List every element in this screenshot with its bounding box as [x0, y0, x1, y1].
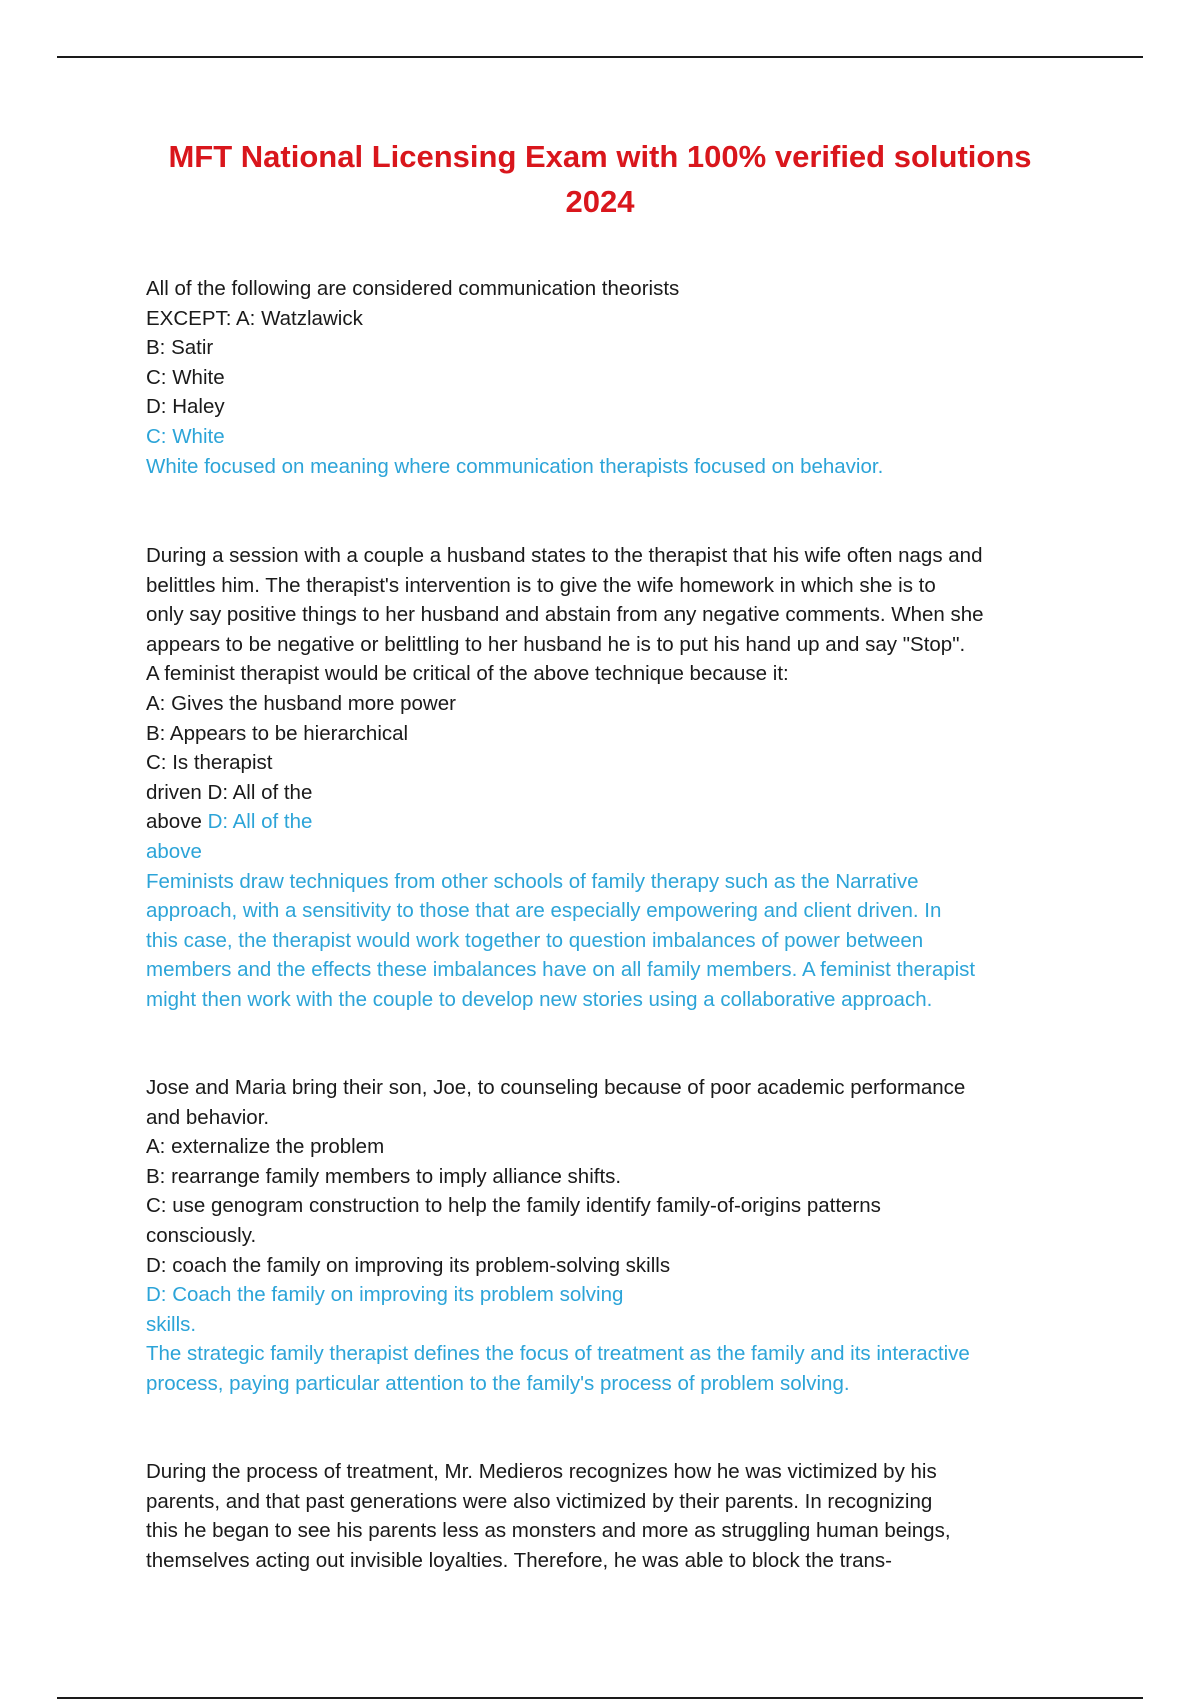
q3-answer: D: Coach the family on improving its problem solving	[146, 1283, 624, 1307]
q3-explanation-line: process, paying particular attention to the family's process of problem solving.	[146, 1371, 850, 1395]
question-1	[146, 274, 1076, 481]
q2-explanation-line: Feminists draw techniques from other schools of family therapy such as the Narrative	[146, 869, 919, 893]
q2-option-d: driven D: All of the	[146, 780, 313, 804]
question-4	[146, 1457, 1076, 1575]
q3-stem-line: Jose and Maria bring their son, Joe, to counseling because of poor academic performance	[146, 1076, 966, 1099]
q2-option-a: A: Gives the husband more power	[146, 691, 456, 715]
q3-option-a: A: externalize the problem	[146, 1135, 385, 1159]
q2-option-c: C: Is therapist	[146, 751, 273, 775]
title-line-2: 2024	[565, 184, 635, 219]
q2-stem-line: appears to be negative or belittling to her husband he is to put his hand up and say "Stop".	[146, 632, 966, 656]
q2-stem-line: During a session with a couple a husband states to the therapist that his wife often nags and	[146, 544, 983, 567]
q2-option-d-end: above	[146, 810, 208, 834]
q2-explanation-line: members and the effects these imbalances have on all family members. A feminist therapist	[146, 958, 976, 982]
title-line-1: MFT National Licensing Exam with 100% verified solutions	[168, 139, 1032, 174]
q3-option-c: C: use genogram construction to help the family identify family-of-origins patterns	[146, 1194, 881, 1218]
q2-stem-line: belittles him. The therapist's intervention is to give the wife homework in which she is to	[146, 573, 936, 597]
q3-explanation-line: The strategic family therapist defines the focus of treatment as the family and its interactive	[146, 1342, 970, 1366]
q1-option-d: D: Haley	[146, 395, 225, 419]
q3-option-d: D: coach the family on improving its problem-solving skills	[146, 1253, 671, 1277]
q2-mixed-line	[146, 807, 1076, 837]
q1-option-b: B: Satir	[146, 336, 214, 360]
q2-stem-line: only say positive things to her husband and abstain from any negative comments. When she	[146, 603, 984, 627]
q3-answer-cont: skills.	[146, 1312, 197, 1336]
q1-option-c: C: White	[146, 365, 225, 389]
q4-stem-line: During the process of treatment, Mr. Medieros recognizes how he was victimized by his	[146, 1460, 937, 1483]
header-rule	[57, 56, 1143, 58]
document-title	[100, 134, 1100, 224]
q3-stem-line: and behavior.	[146, 1105, 270, 1129]
q2-explanation-line: this case, the therapist would work together to question imbalances of power between	[146, 928, 924, 952]
question-3	[146, 1073, 1076, 1399]
q4-stem-line: themselves acting out invisible loyalties. Therefore, he was able to block the trans-	[146, 1548, 892, 1572]
q4-stem-line: this he began to see his parents less as monsters and more as struggling human beings,	[146, 1519, 951, 1543]
q3-option-c-cont: consciously.	[146, 1223, 257, 1247]
q1-answer: C: White	[146, 424, 225, 448]
question-2	[146, 541, 1076, 1015]
q2-option-b: B: Appears to be hierarchical	[146, 721, 409, 745]
q2-explanation-line: approach, with a sensitivity to those that are especially empowering and client driven. In	[146, 899, 942, 923]
q2-answer: D: All of the	[207, 810, 313, 834]
q1-explanation: White focused on meaning where communication therapists focused on behavior.	[146, 454, 884, 478]
q2-explanation-line: might then work with the couple to develop new stories using a collaborative approach.	[146, 987, 933, 1011]
footer-rule	[57, 1697, 1143, 1699]
q2-stem-line: A feminist therapist would be critical of the above technique because it:	[146, 662, 789, 686]
q1-stem-line: All of the following are considered communication theorists	[146, 277, 680, 300]
q4-stem-line: parents, and that past generations were also victimized by their parents. In recognizing	[146, 1489, 933, 1513]
q1-stem-line: EXCEPT: A: Watzlawick	[146, 306, 363, 330]
q3-option-b: B: rearrange family members to imply alliance shifts.	[146, 1164, 622, 1188]
q2-answer-cont: above	[146, 839, 202, 863]
